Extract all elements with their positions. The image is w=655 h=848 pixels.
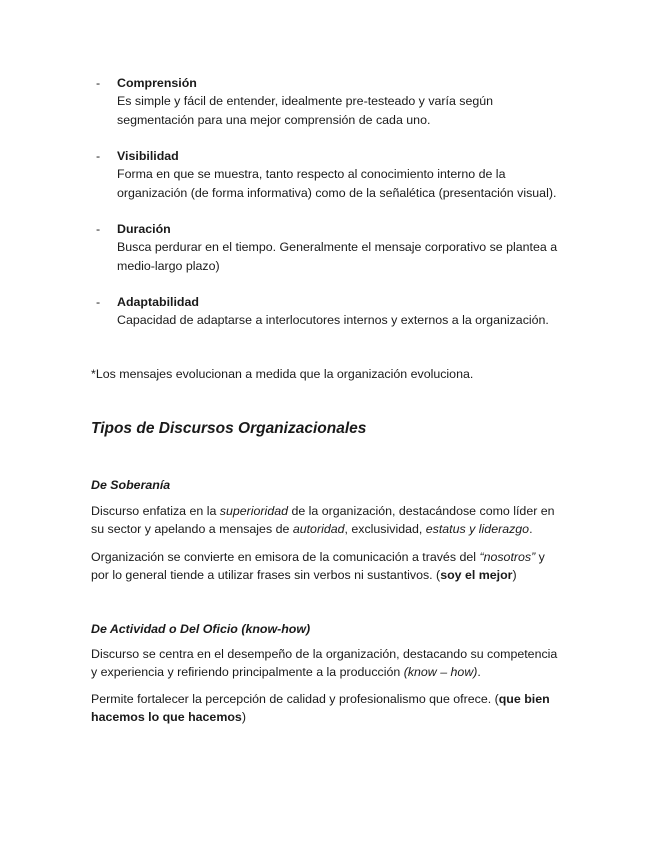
list-item-line: organización (de forma informativa) como de la señalética (presentación visual). (117, 185, 557, 200)
subsection-title-soberania: De Soberanía (91, 478, 171, 492)
text-run-italic: (know – how) (403, 665, 478, 680)
text-run: . (477, 665, 481, 680)
list-dash: - (96, 295, 101, 309)
text-run: Organización se convierte en emisora de la comunicación a través del (91, 550, 480, 564)
list-item-title: Duración (117, 222, 171, 236)
text-run: su sector y apelando a mensajes de (91, 522, 293, 537)
paragraph-actividad-2 (91, 690, 571, 727)
paragraph-line (91, 566, 571, 584)
list-item-visibilidad (96, 147, 576, 202)
text-run: ) (512, 568, 517, 583)
list-item-duracion (96, 220, 576, 275)
paragraph-line (91, 548, 571, 566)
text-run: . (529, 522, 533, 537)
list-item-title: Visibilidad (117, 149, 179, 163)
paragraph-line (91, 663, 571, 681)
paragraph-line (91, 708, 571, 726)
paragraph-line (91, 520, 571, 538)
list-item-line: segmentación para una mejor comprensión de cada uno. (117, 112, 431, 127)
text-run: Discurso enfatiza en la (91, 504, 220, 518)
list-item-line: Es simple y fácil de entender, idealmente pre-testeado y varía según (117, 94, 494, 109)
list-item-comprension (96, 74, 576, 129)
list-item-adaptabilidad (96, 293, 576, 330)
paragraph-soberania-2 (91, 548, 571, 585)
text-run: de la organización, destacándose como líder en (288, 504, 555, 518)
list-item-line: Capacidad de adaptarse a interlocutores internos y externos a la organización. (117, 313, 549, 328)
list-item-line: Forma en que se muestra, tanto respecto al conocimiento interno de la (117, 167, 506, 182)
text-run-italic: “nosotros” (479, 550, 536, 564)
subsection-title-actividad: De Actividad o Del Oficio (know-how) (91, 622, 311, 636)
text-run-bold: hacemos lo que hacemos (91, 710, 242, 725)
list-dash: - (96, 222, 101, 236)
paragraph-actividad-1 (91, 645, 571, 682)
text-run: , exclusividad, (344, 522, 426, 537)
text-run-bold: que bien (498, 692, 550, 706)
list-item-line: medio-largo plazo) (117, 258, 220, 273)
text-run-italic: superioridad (219, 504, 288, 518)
paragraph-soberania-1 (91, 502, 571, 539)
list-dash: - (96, 76, 101, 90)
text-run: y experiencia y refiriendo principalmente a la producción (91, 665, 404, 680)
paragraph-line: Discurso se centra en el desempeño de la organización, destacando su competencia (91, 647, 558, 661)
text-run-italic: autoridad (292, 522, 345, 537)
list-dash: - (96, 149, 101, 163)
footnote: *Los mensajes evolucionan a medida que la organización evoluciona. (91, 367, 474, 381)
list-item-line: Busca perdurar en el tiempo. Generalmente el mensaje corporativo se plantea a (117, 240, 558, 255)
text-run: Permite fortalecer la percepción de calidad y profesionalismo que ofrece. ( (91, 692, 499, 706)
text-run: y (535, 550, 545, 564)
section-title: Tipos de Discursos Organizacionales (91, 420, 367, 437)
text-run-bold: soy el mejor (440, 568, 513, 583)
paragraph-line (91, 502, 571, 520)
list-item-title: Adaptabilidad (117, 295, 199, 309)
text-run: ) (241, 710, 246, 725)
text-run-italic: estatus y liderazgo (425, 522, 530, 537)
text-run: por lo general tiende a utilizar frases sin verbos ni sustantivos. ( (91, 568, 441, 583)
list-item-title: Comprensión (117, 76, 197, 90)
paragraph-line (91, 690, 571, 708)
